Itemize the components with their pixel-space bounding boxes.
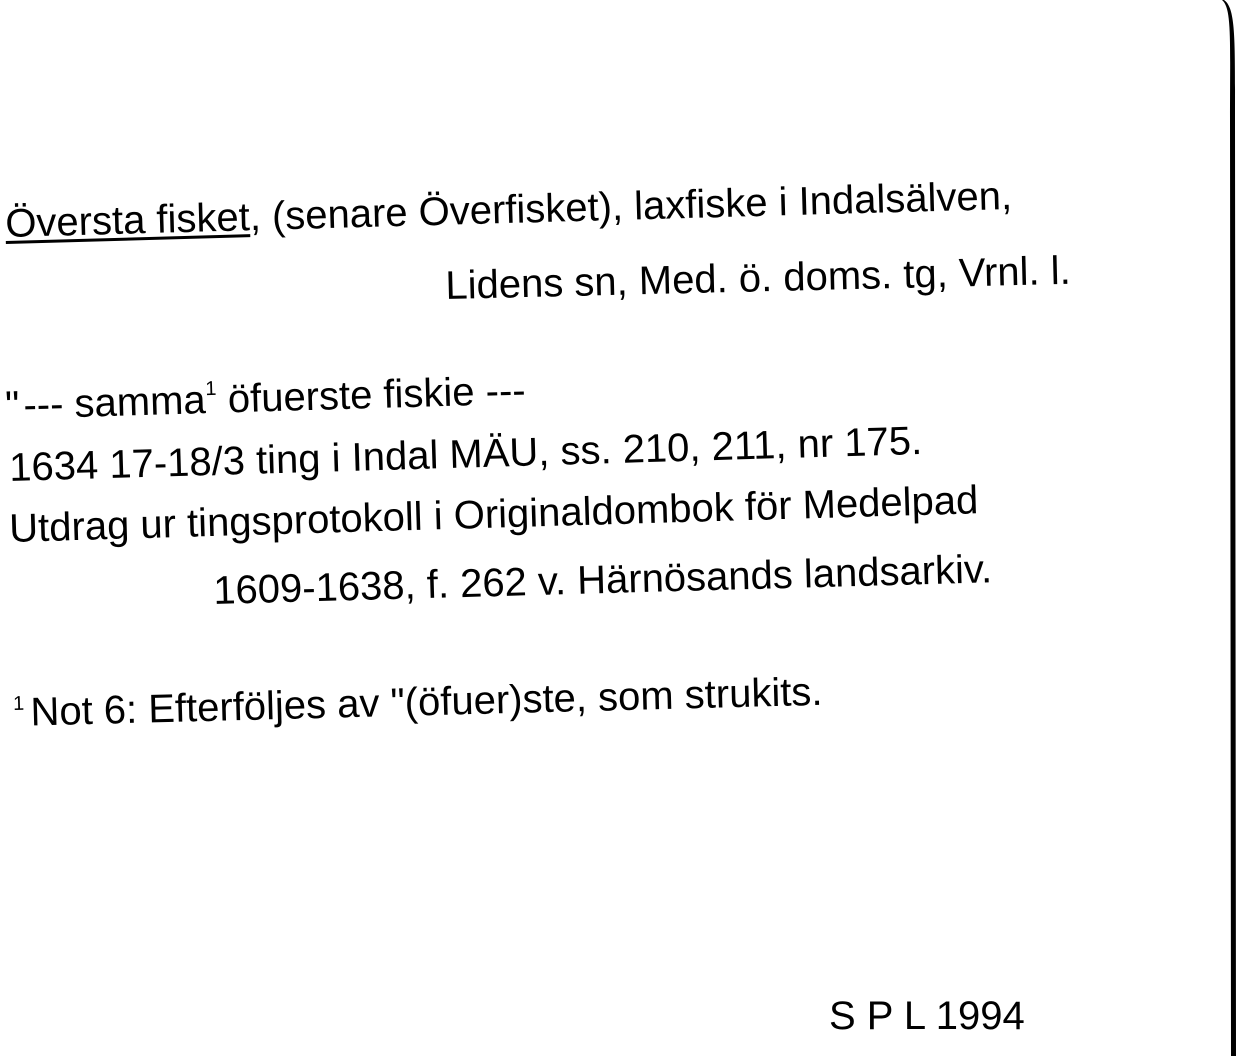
citation-archive-line: 1609-1638, f. 262 v. Härnösands landsarkiv. bbox=[212, 547, 993, 614]
citation-source-line: 1634 17-18/3 ting i Indal MÄU, ss. 210, 211, nr 175. bbox=[8, 418, 923, 491]
entry-heading-title: Översta fisket bbox=[4, 195, 251, 247]
quote-footnote-marker: 1 bbox=[204, 377, 217, 401]
footnote-text: Not 6: Efterföljes av "(öfuer)ste, som strukits. bbox=[29, 669, 824, 735]
footnote-marker: 1 bbox=[12, 692, 25, 716]
quote-text-after: öfuerste fiskie --- bbox=[216, 368, 527, 422]
card-edge-border bbox=[1222, 0, 1248, 1056]
entry-heading-description: , (senare Överfisket), laxfiske i Indalsälven, bbox=[249, 173, 1013, 240]
footnote-line bbox=[13, 668, 823, 737]
citation-quote-line bbox=[5, 367, 527, 430]
quote-mark: " bbox=[4, 383, 21, 429]
signature: S P L 1994 bbox=[829, 994, 1025, 1038]
entry-heading-line bbox=[5, 172, 1013, 248]
entry-location-line: Lidens sn, Med. ö. doms. tg, Vrnl. l. bbox=[444, 248, 1072, 309]
citation-extract-line: Utdrag ur tingsprotokoll i Originaldombok för Medelpad bbox=[8, 478, 979, 552]
quote-text-before: --- samma bbox=[22, 378, 207, 428]
